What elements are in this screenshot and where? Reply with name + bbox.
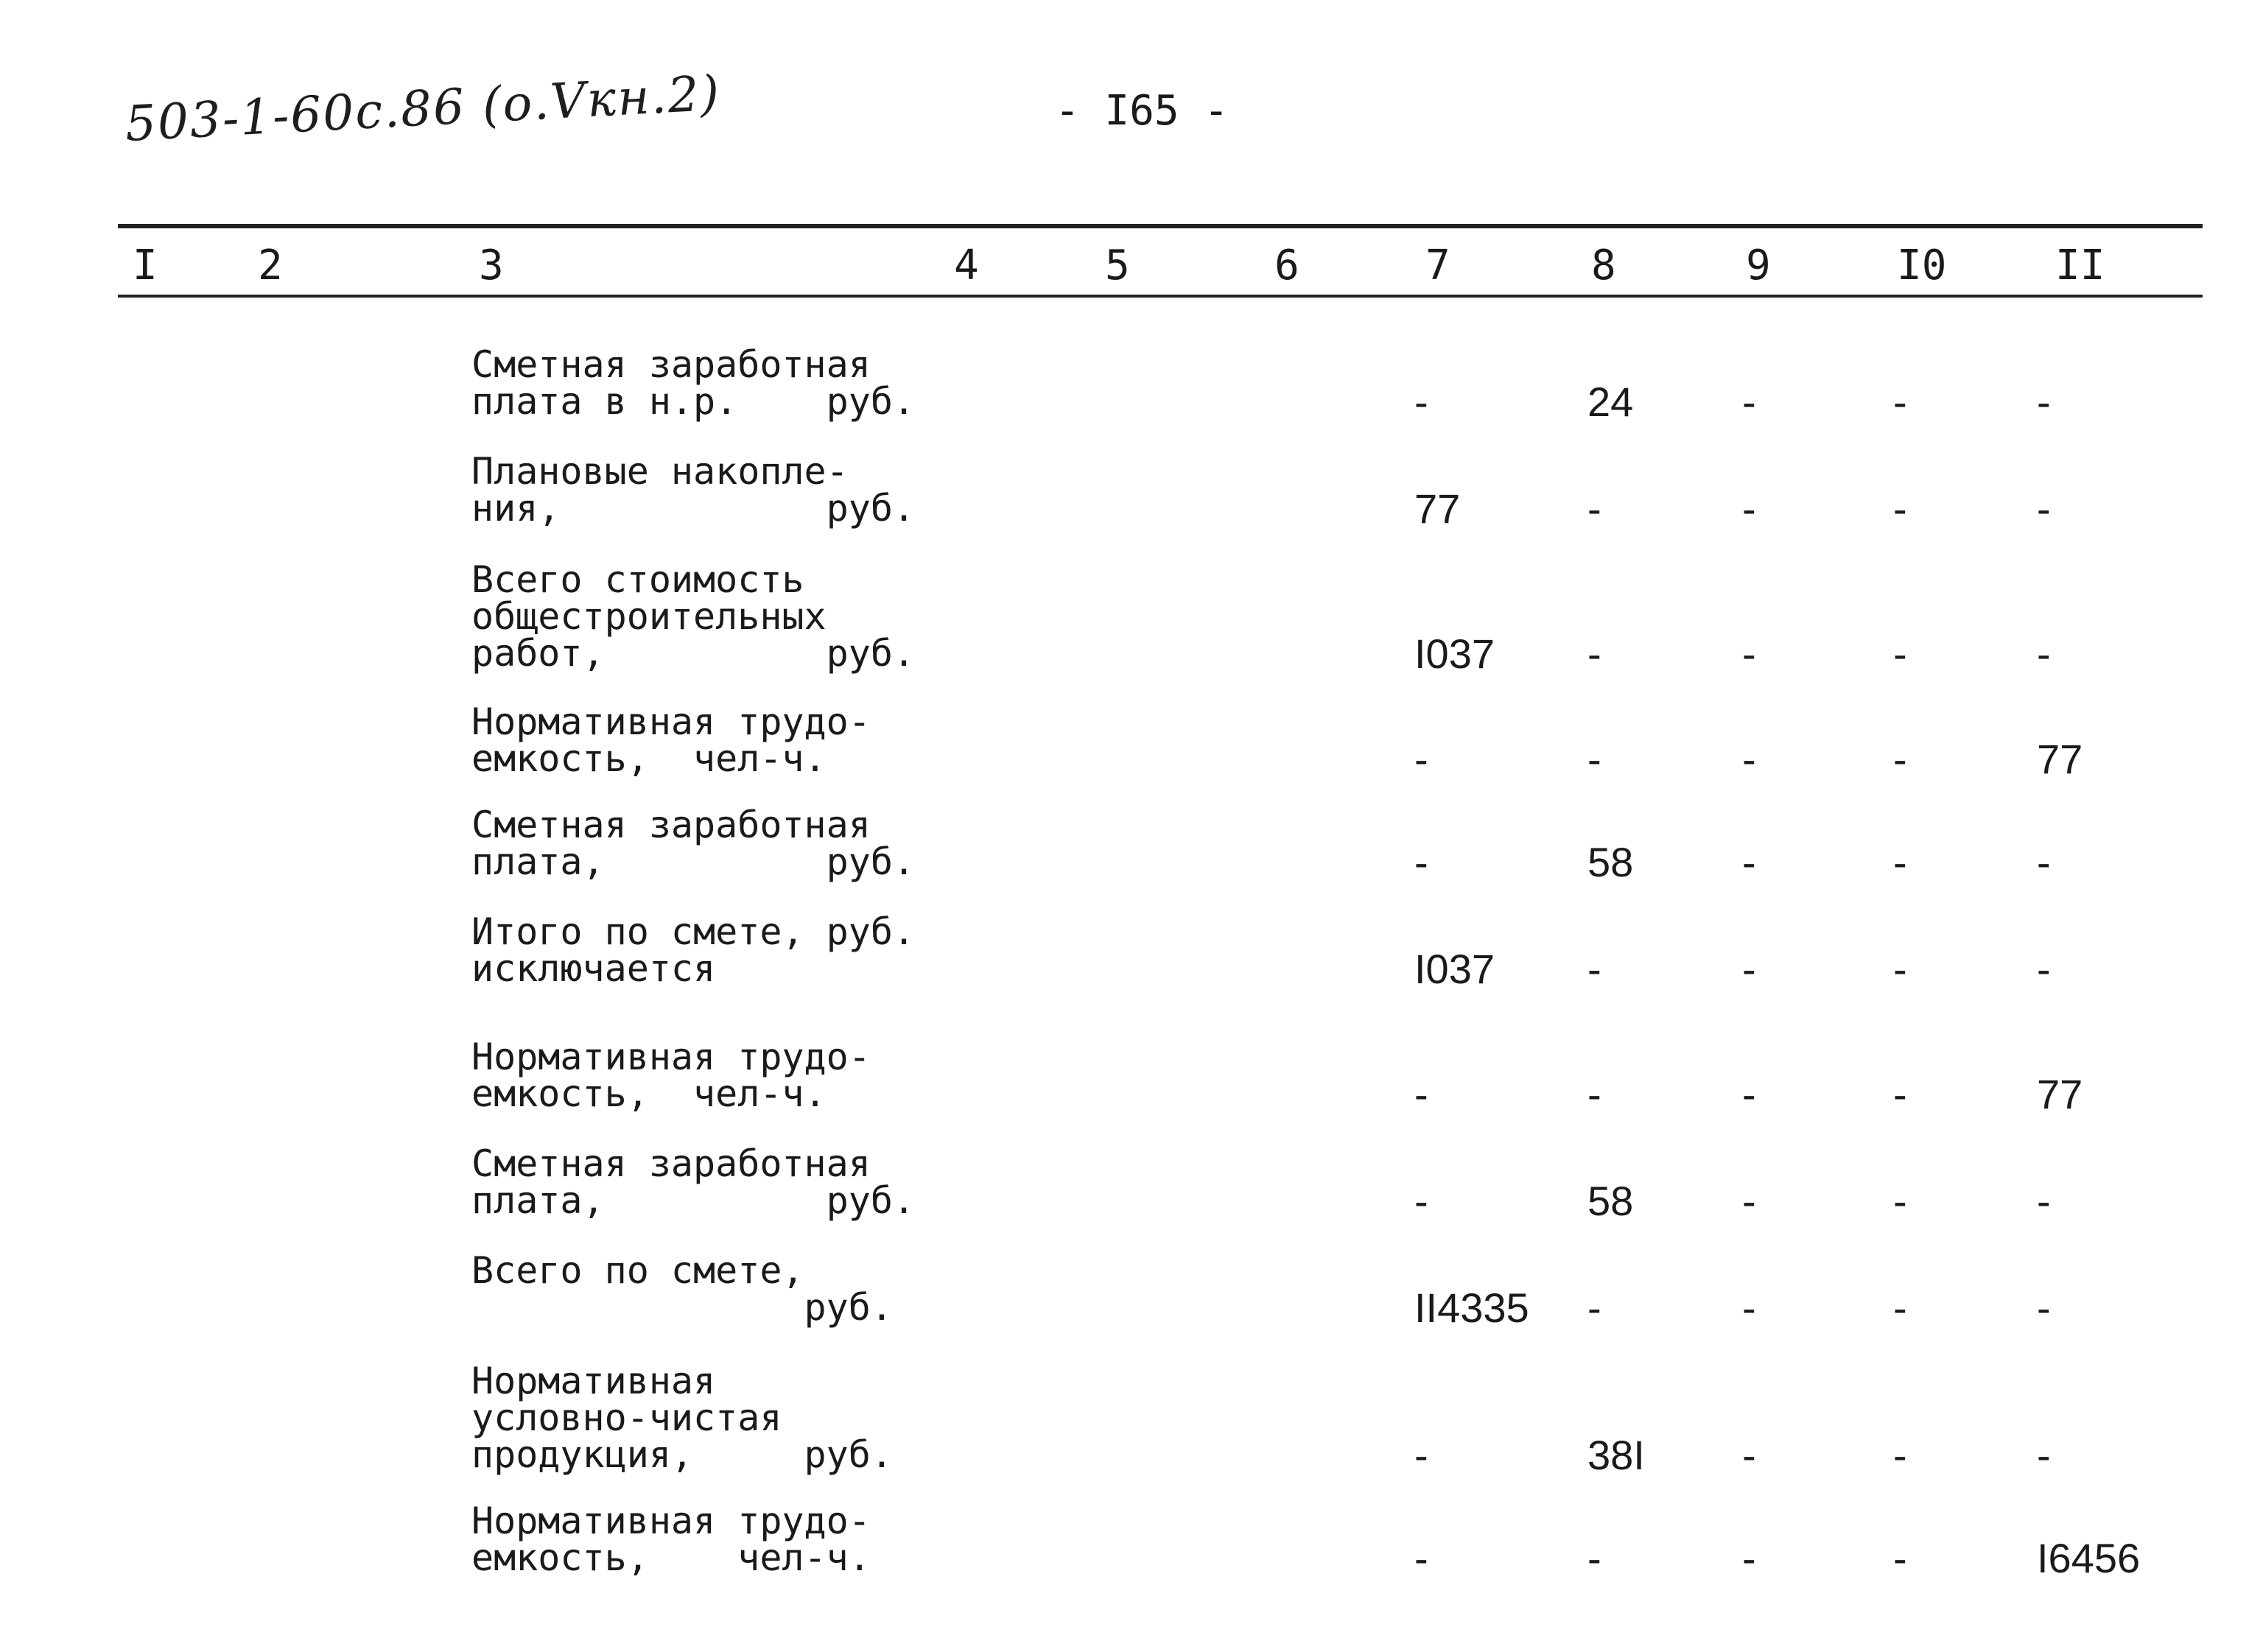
cell-col-10: - [1893, 1178, 1907, 1224]
description-line: продукция, руб. [471, 1433, 893, 1476]
row-description [471, 1360, 913, 1476]
description-line: ния, руб. [471, 487, 916, 530]
cell-col-11: I6456 [2037, 1535, 2141, 1581]
table-header-rule [118, 295, 2203, 298]
cell-col-10: - [1893, 946, 1907, 992]
cell-col-10: - [1893, 630, 1907, 677]
cell-col-7: - [1414, 1432, 1428, 1478]
cell-col-7: - [1414, 1071, 1428, 1117]
cell-col-8: 58 [1587, 839, 1634, 885]
cell-col-9: - [1742, 1284, 1756, 1331]
cell-col-11: - [2037, 946, 2051, 992]
cell-col-9: - [1742, 485, 1756, 532]
cell-col-7: - [1414, 736, 1428, 782]
description-line: Всего стоимость [471, 558, 804, 601]
document-reference-stamp: 503-1-60с.86 (о.Vкн.2) [123, 64, 723, 152]
cell-col-9: - [1742, 1432, 1756, 1478]
cell-col-8: 38I [1587, 1432, 1645, 1478]
cell-col-9: - [1742, 630, 1756, 677]
cell-col-8: - [1587, 736, 1601, 782]
description-line: Нормативная трудо- [471, 1036, 871, 1078]
cell-col-11: - [2037, 1178, 2051, 1224]
description-line: Итого по смете, руб. [471, 910, 916, 953]
cell-col-7: 77 [1414, 485, 1461, 532]
cell-col-8: - [1587, 630, 1601, 677]
cell-col-11: - [2037, 485, 2051, 532]
row-description [471, 1500, 913, 1579]
column-header-6: 6 [1274, 242, 1299, 289]
row-description [471, 558, 916, 675]
cell-col-8: - [1587, 1535, 1601, 1581]
cell-col-10: - [1893, 485, 1907, 532]
cell-col-8: 58 [1587, 1178, 1634, 1224]
description-line: Нормативная [471, 1360, 716, 1402]
table-top-rule [118, 224, 2203, 228]
row-description [471, 910, 916, 990]
column-header-10: I0 [1897, 242, 1947, 289]
cell-col-7: I037 [1414, 946, 1495, 992]
cell-col-11: - [2037, 839, 2051, 885]
description-line: плата, руб. [471, 1179, 916, 1222]
cell-col-7: - [1414, 379, 1428, 425]
column-header-7: 7 [1425, 242, 1450, 289]
column-header-1: I [133, 242, 158, 289]
cell-col-10: - [1893, 1535, 1907, 1581]
column-header-9: 9 [1746, 242, 1771, 289]
cell-col-11: - [2037, 1284, 2051, 1331]
description-line: Плановые накопле- [471, 450, 849, 493]
cell-col-10: - [1893, 1432, 1907, 1478]
cell-col-8: - [1587, 485, 1601, 532]
cell-col-9: - [1742, 1178, 1756, 1224]
cell-col-8: - [1587, 1284, 1601, 1331]
cell-col-11: - [2037, 630, 2051, 677]
cell-col-7: - [1414, 1535, 1428, 1581]
description-line: емкость, чел-ч. [471, 1536, 871, 1579]
description-line: общестроительных [471, 595, 827, 638]
row-description [471, 1036, 913, 1115]
cell-col-9: - [1742, 736, 1756, 782]
cell-col-10: - [1893, 379, 1907, 425]
row-description [471, 1249, 913, 1329]
description-line: Сметная заработная [471, 343, 871, 386]
cell-col-8: - [1587, 1071, 1601, 1117]
description-line: Всего по смете, [471, 1249, 804, 1292]
cell-col-9: - [1742, 379, 1756, 425]
row-description [471, 343, 916, 423]
description-line: исключается [471, 947, 716, 990]
cell-col-11: - [2037, 1432, 2051, 1478]
description-line: руб. [471, 1286, 893, 1329]
description-line: Нормативная трудо- [471, 1500, 871, 1542]
cell-col-8: - [1587, 946, 1601, 992]
cell-col-9: - [1742, 839, 1756, 885]
description-line: Нормативная трудо- [471, 700, 871, 743]
cell-col-10: - [1893, 736, 1907, 782]
cell-col-7: II4335 [1414, 1284, 1529, 1331]
description-line: емкость, чел-ч. [471, 1072, 827, 1115]
column-header-8: 8 [1591, 242, 1616, 289]
column-header-3: 3 [479, 242, 504, 289]
cell-col-7: I037 [1414, 630, 1495, 677]
row-description [471, 804, 916, 883]
cell-col-11: 77 [2037, 736, 2083, 782]
description-line: плата в н.р. руб. [471, 380, 916, 423]
cell-col-9: - [1742, 946, 1756, 992]
description-line: Сметная заработная [471, 804, 871, 846]
description-line: плата, руб. [471, 840, 916, 883]
description-line: емкость, чел-ч. [471, 737, 827, 780]
column-header-4: 4 [954, 242, 979, 289]
cell-col-10: - [1893, 1071, 1907, 1117]
description-line: Сметная заработная [471, 1142, 871, 1185]
page-number: - I65 - [1054, 87, 1229, 135]
cell-col-7: - [1414, 1178, 1428, 1224]
cell-col-9: - [1742, 1071, 1756, 1117]
cell-col-7: - [1414, 839, 1428, 885]
row-description [471, 700, 913, 780]
cell-col-11: 77 [2037, 1071, 2083, 1117]
row-description [471, 450, 916, 530]
cell-col-8: 24 [1587, 379, 1634, 425]
description-line: условно-чистая [471, 1396, 782, 1439]
column-header-5: 5 [1105, 242, 1130, 289]
cell-col-10: - [1893, 839, 1907, 885]
cell-col-10: - [1893, 1284, 1907, 1331]
row-description [471, 1142, 916, 1222]
cell-col-11: - [2037, 379, 2051, 425]
cell-col-9: - [1742, 1535, 1756, 1581]
column-header-2: 2 [258, 242, 283, 289]
column-header-11: II [2055, 242, 2105, 289]
description-line: работ, руб. [471, 632, 916, 675]
